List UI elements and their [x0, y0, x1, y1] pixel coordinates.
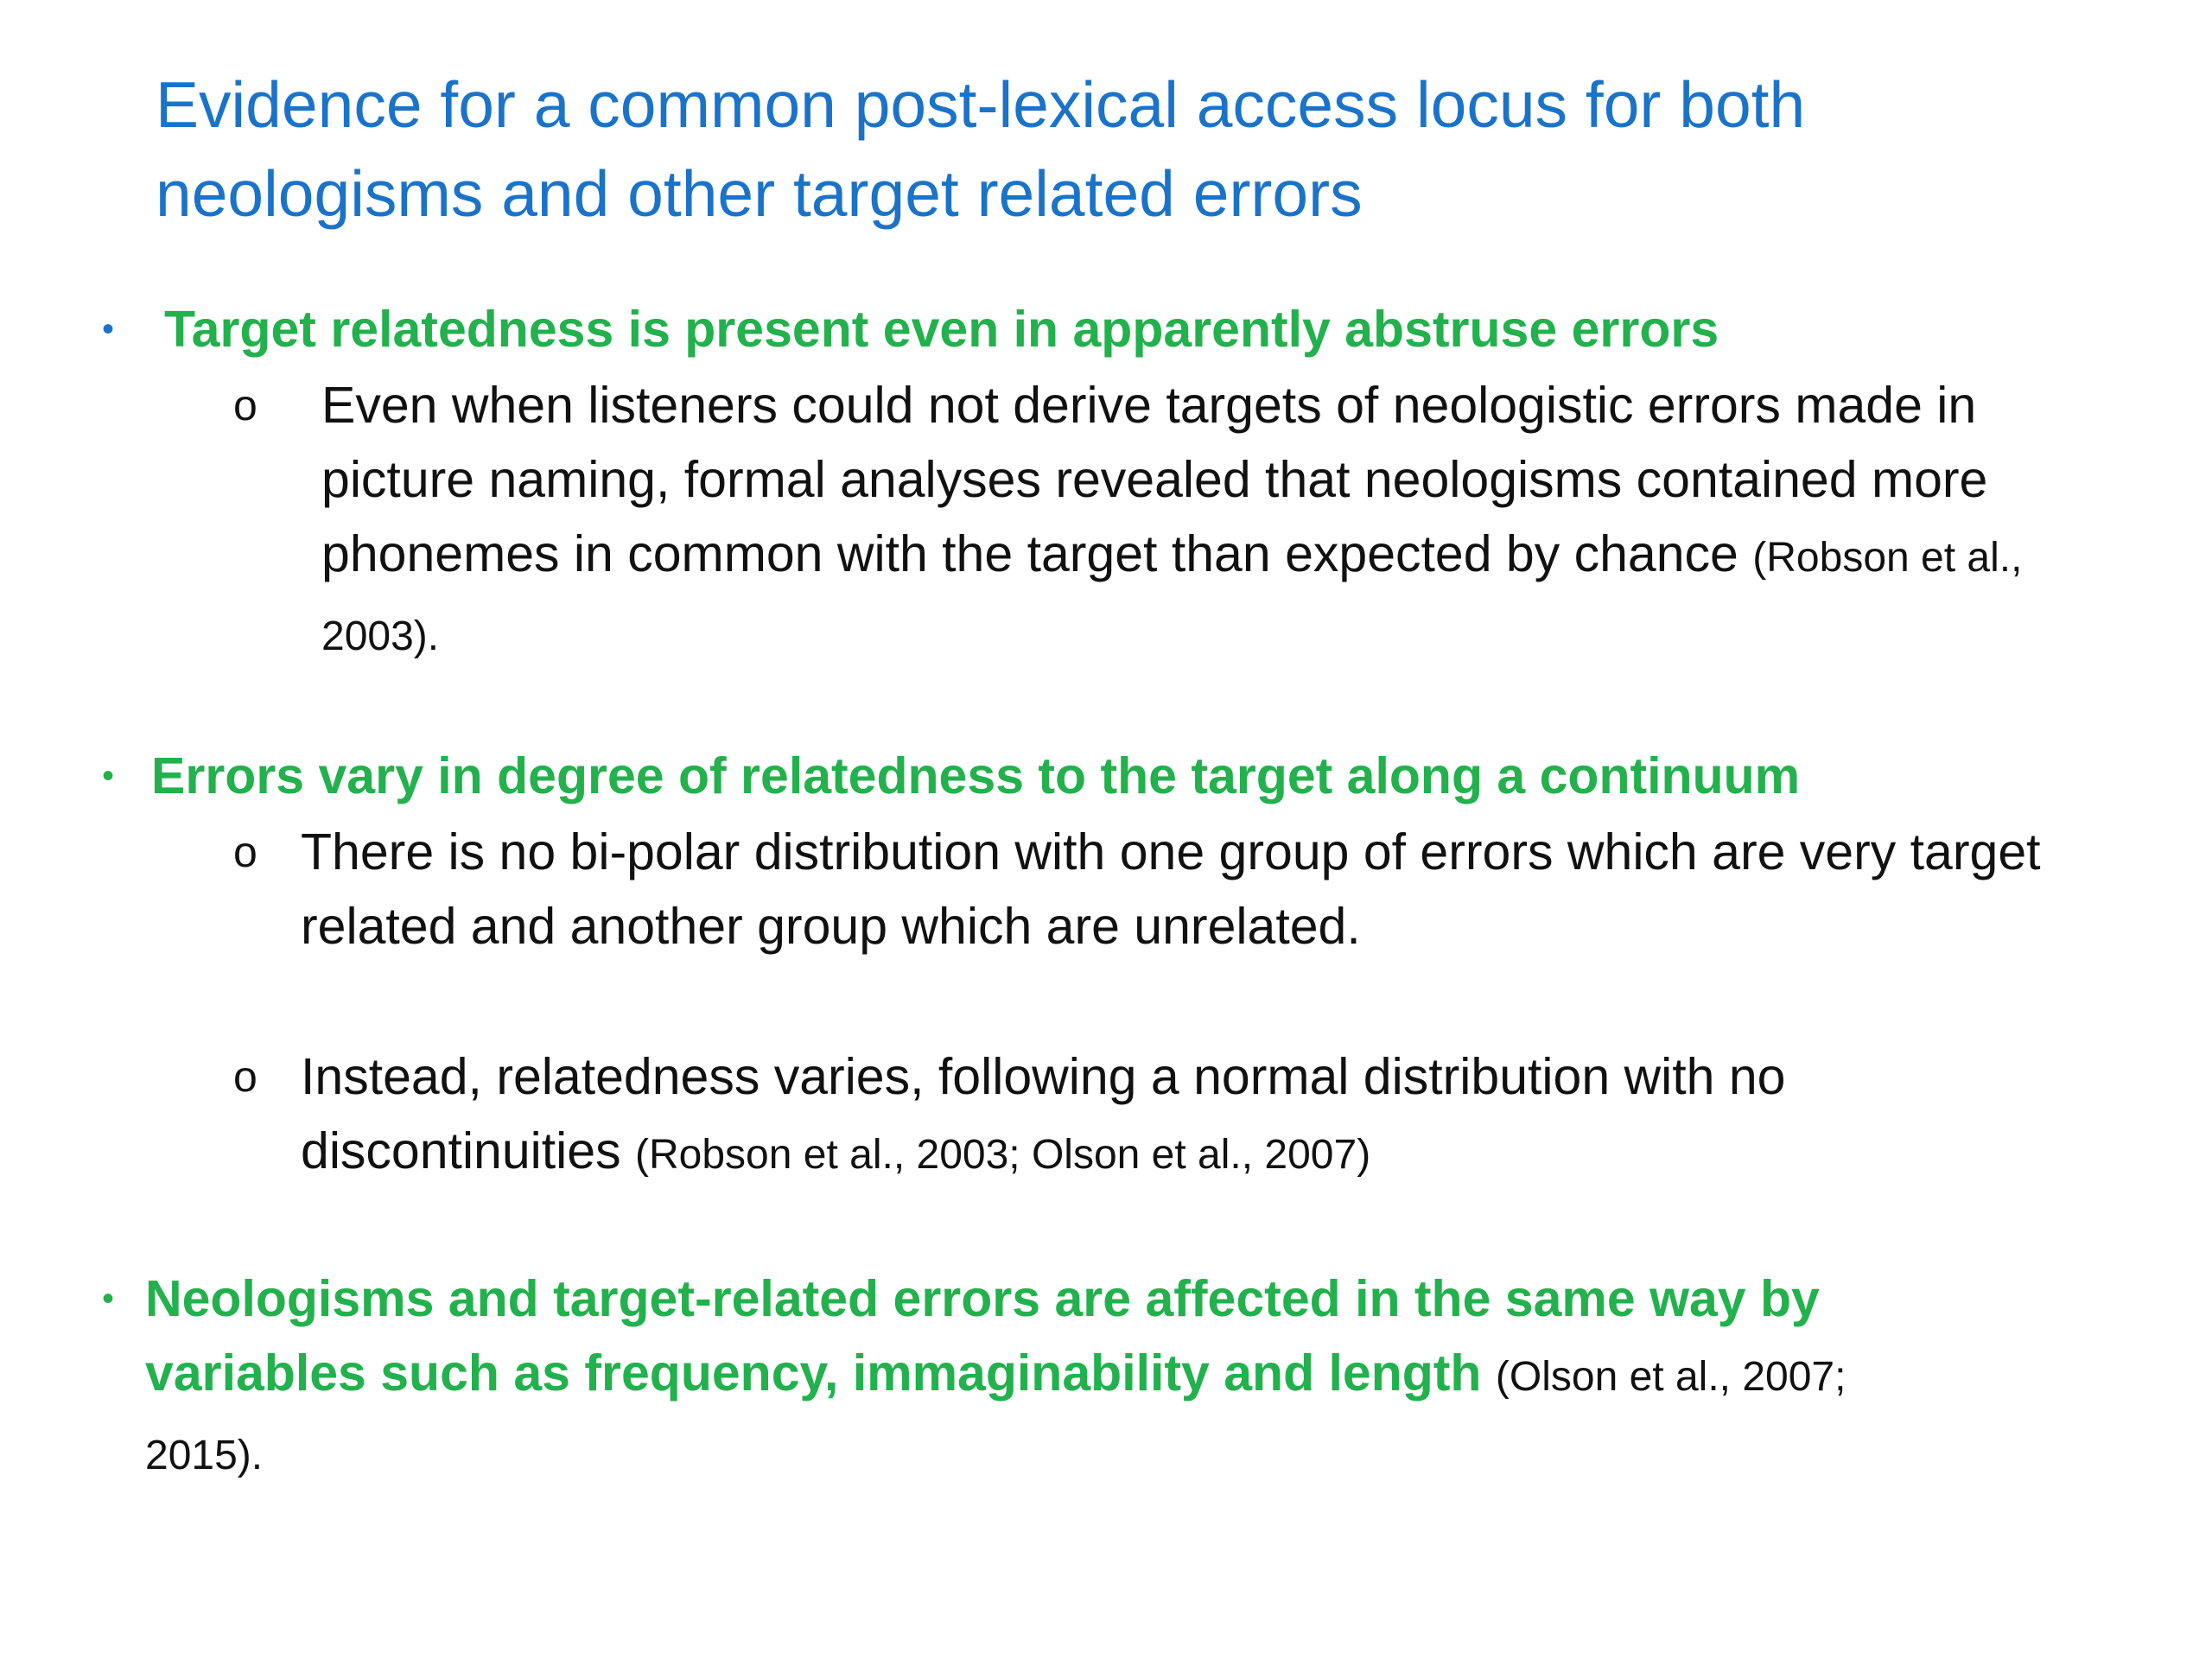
- sub-marker-1-1: o: [233, 381, 257, 429]
- bullet-1-heading: Target relatedness is present even in apparently abstruse errors: [164, 301, 1719, 358]
- bullet-marker-1: •: [102, 310, 115, 348]
- sub-marker-2-1: o: [233, 828, 257, 876]
- sub-marker-2-2: o: [233, 1052, 257, 1101]
- bullet-2-sub-1: [301, 815, 2055, 963]
- bullet-marker-2: •: [102, 757, 115, 795]
- bullet-2-sub-2: [301, 1039, 2055, 1192]
- bullet-1-sub-1-text: Even when listeners could not derive targets of neologistic errors made in picture naming, formal analyses revealed that neologisms contained more phonemes in common with the target than expected by chance: [321, 377, 1988, 582]
- bullet-1-sub-1: [321, 368, 2093, 674]
- bullet-3: [145, 1262, 1968, 1493]
- bullet-2-heading: Errors vary in degree of relatedness to the target along a continuum: [151, 747, 1801, 804]
- bullet-3-citation: (Olson et al., 2007; 2015).: [145, 1354, 1847, 1478]
- bullet-marker-3: •: [102, 1280, 115, 1318]
- slide-title: Evidence for a common post-lexical access locus for both neologisms and other target related errors: [156, 68, 1806, 230]
- bullet-3-heading: Neologisms and target-related errors are affected in the same way by variables such as frequency, immaginability and length: [145, 1270, 1820, 1402]
- bullet-1-sub-1-citation: (Robson et al., 2003).: [321, 535, 2023, 659]
- bullet-2-sub-2-citation: (Robson et al., 2003; Olson et al., 2007): [635, 1132, 1371, 1178]
- bullet-2-sub-1-text: There is no bi-polar distribution with one group of errors which are very target related and another group which are unrelated.: [301, 823, 2041, 955]
- bullet-2-sub-2-text: Instead, relatedness varies, following a normal distribution with no discontinuities: [301, 1048, 1786, 1179]
